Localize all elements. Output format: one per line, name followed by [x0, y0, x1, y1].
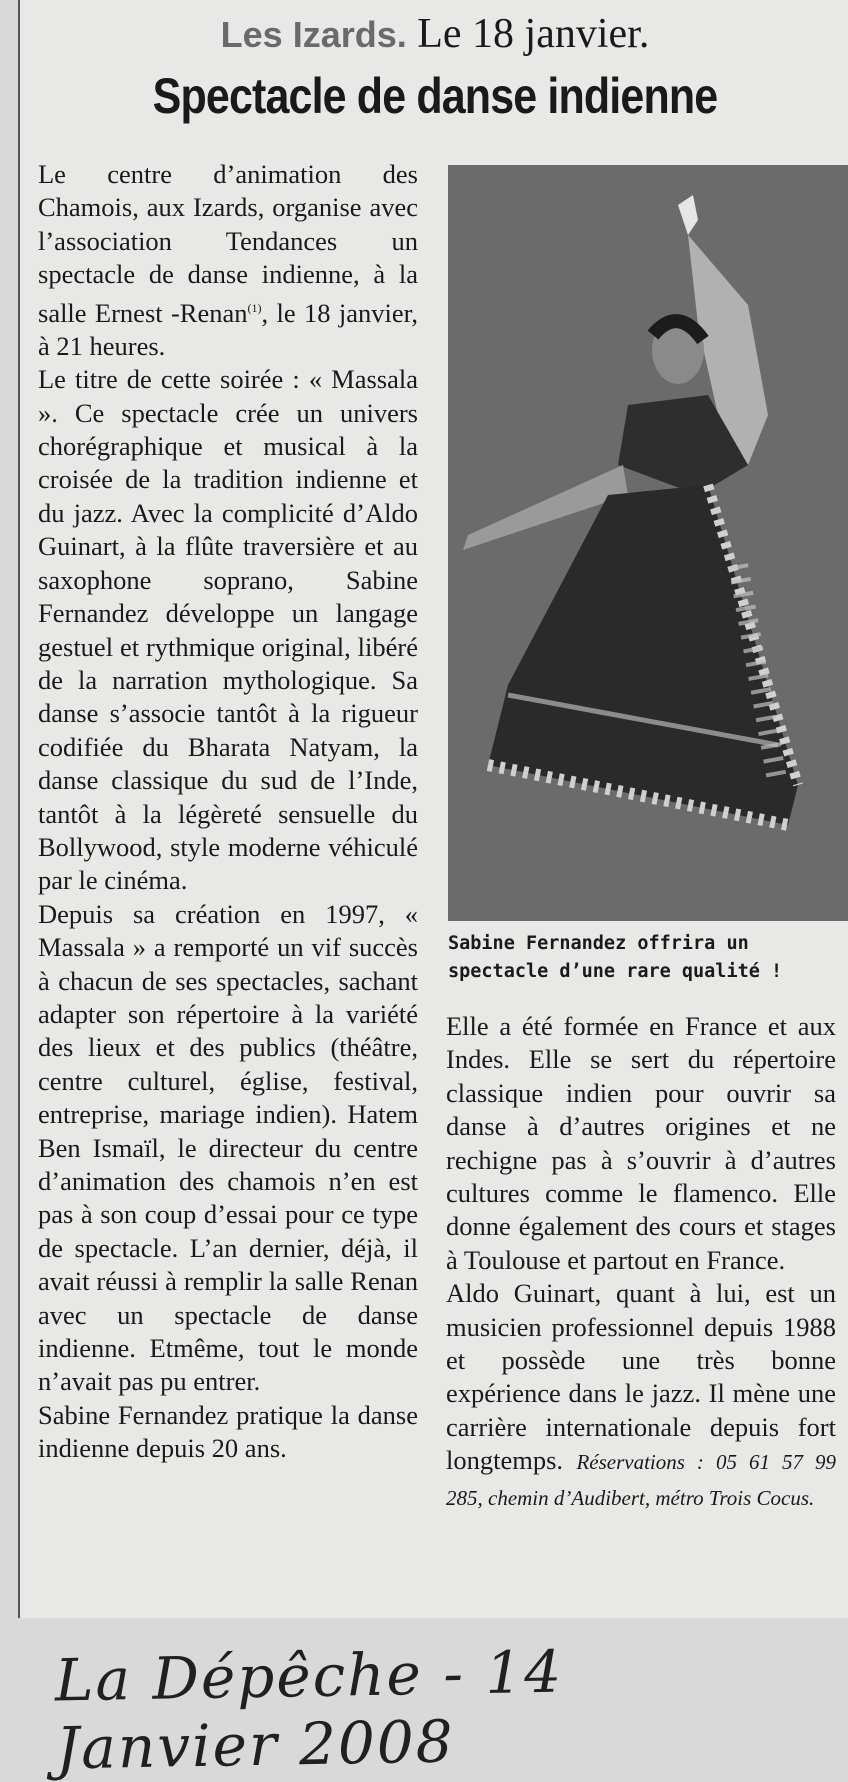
right-paragraph-1: Elle a été formée en France et aux Indes. Elle se sert du répertoire classique indien pour ouvrir sa danse à d’autres origines et ne rechigne pas à s’ouvrir à d’autres cultures comme le flamenco. Elle donne également des cours et stages à Toulouse et partout en France. — [446, 1011, 836, 1275]
right-column — [446, 1010, 836, 1515]
header-date: Le 18 janvier. — [417, 11, 650, 57]
header-line — [20, 10, 848, 59]
photo-caption: Sabine Fernandez offrira un spectacle d’une rare qualité ! — [448, 933, 783, 982]
left-column — [38, 158, 418, 1466]
dancer-photo — [448, 165, 848, 921]
left-paragraph-4: Sabine Fernandez pratique la danse indienne depuis 20 ans. — [38, 1399, 418, 1464]
left-paragraph-3: Depuis sa création en 1997, « Massala » a remporté un vif succès à chacun de ses spectacles, sachant adapter son répertoire à la variété des lieux et des publics (théâtre, centre culturel, église, festival, entreprise, mariage indien). Hatem Ben Ismaïl, le directeur du centre d’animation des chamois n’en est pas à son coup d’essai pour ce type de spectacle. L’an dernier, déjà, il avait réussi à remplir la salle Renan avec un spectacle de danse indienne. Etmême, tout le monde n’avait pas pu entrer. — [38, 898, 418, 1397]
footnote-marker: (1) — [247, 300, 262, 315]
article-title: Spectacle de danse indienne — [152, 68, 718, 124]
handwritten-source-note: La Dépêche - 14 Janvier 2008 — [54, 1637, 564, 1782]
left-paragraph-1: Le centre d’animation des Chamois, aux Izards, organise avec l’association Tendances un spectacle de danse indienne, à la salle Ernest -Renan$^{(1)}$, le 18 janvier, à 21 heures. — [38, 159, 418, 361]
header-location: Les Izards. — [220, 14, 407, 55]
left-paragraph-2: Le titre de cette soirée : « Massala ». Ce spectacle crée un univers chorégraphique et musical à la croisée de la tradition indienne et du jazz. Avec la complicité d’Aldo Guinart, à la flûte traversière et au saxophone soprano, Sabine Fernandez développe un langage gestuel et rythmique original, libéré de la narration mythologique. Sa danse s’associe tantôt à la rigueur codifiée du Bharata Natyam, la danse classique du sud de l’Inde, tantôt à la légèreté sensuelle du Bollywood, style moderne véhiculé par le cinéma. — [38, 364, 418, 896]
newspaper-clipping — [18, 0, 848, 1618]
right-paragraph-2: Aldo Guinart, quant à lui, est un musicien professionnel depuis 1988 et possède une très bonne expérience dans le jazz. Il mène une carrière internationale depuis fort longtemps. Réservations : 05 61 57 99 285, chemin d’Audibert, métro Trois Cocus. — [446, 1278, 836, 1510]
reservations-info: Réservations : 05 61 57 99 285, chemin d’Audibert, métro Trois Cocus. — [446, 1450, 836, 1510]
